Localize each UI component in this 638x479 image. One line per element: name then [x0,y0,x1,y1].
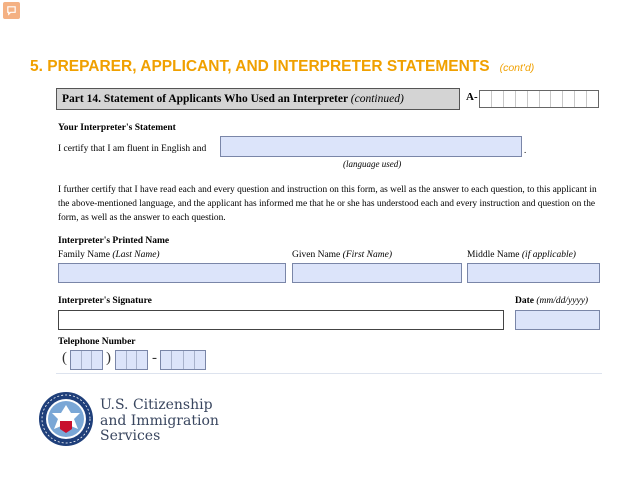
further-certify-paragraph: I further certify that I have read each and every question and instruction on this form, as well as the answer to each question, to this applicant in the above-mentioned language, and the applicant has informed me that he or she has understood each and every instruction and question on the form, as well as the answer to each question. [58,185,597,223]
signature-heading: Interpreter's Signature [58,296,152,306]
phone-open-paren: ( [62,350,67,366]
slide-title-text: 5. PREPARER, APPLICANT, AND INTERPRETER STATEMENTS [30,58,490,75]
language-caption: (language used) [343,159,402,169]
interpreter-statement-heading: Your Interpreter's Statement [58,123,176,133]
phone-dash: - [152,350,157,366]
signature-input[interactable] [58,310,504,330]
telephone-heading: Telephone Number [58,337,136,347]
given-name-input[interactable] [292,263,462,283]
printed-name-heading: Interpreter's Printed Name [58,236,170,246]
logo-line-3: Services [100,428,161,444]
phone-close-paren: ) [106,350,111,366]
language-input[interactable] [220,136,522,157]
part-header-text: Part 14. Statement of Applicants Who Used an Interpreter [62,93,348,105]
certify-text: I certify that I am fluent in English and [58,144,207,154]
middle-name-label: Middle Name (if applicable) [467,250,576,260]
phone-prefix-input[interactable] [115,350,148,370]
uscis-wordmark [100,398,219,445]
phone-line-number-input[interactable] [160,350,206,370]
date-label: Date (mm/dd/yyyy) [515,296,589,306]
part-header-suffix: (continued) [350,93,404,105]
period-mark: . [524,145,527,155]
date-input[interactable] [515,310,600,330]
a-number-label: A- [466,91,478,103]
a-number-input[interactable] [479,90,599,108]
middle-name-input[interactable] [467,263,600,283]
given-name-label: Given Name (First Name) [292,250,392,260]
family-name-input[interactable] [58,263,286,283]
dhs-seal-icon [38,391,94,447]
slide-title [30,58,534,76]
slide-title-suffix: (cont'd) [499,62,535,74]
part-header [56,88,460,110]
phone-area-code-input[interactable] [70,350,103,370]
logo-line-1: U.S. Citizenship [100,397,213,413]
speech-bubble-icon [3,2,20,19]
logo-line-2: and Immigration [100,412,219,429]
form-excerpt [56,88,602,374]
family-name-label: Family Name (Last Name) [58,250,160,260]
